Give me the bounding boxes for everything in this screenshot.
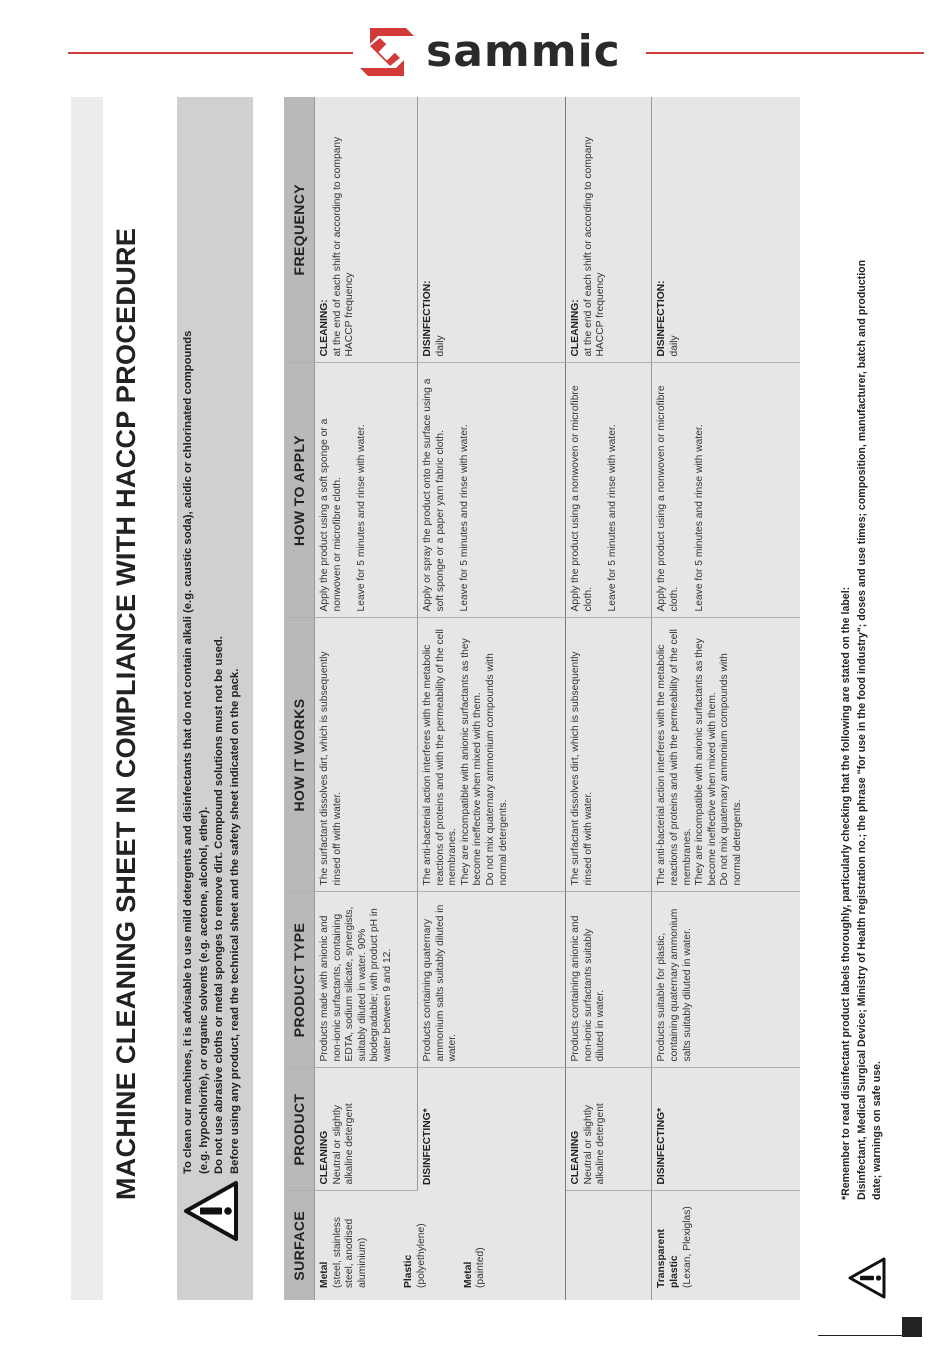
- frequency-cell: [315, 97, 418, 363]
- apply-step: Leave for 5 minutes and rinse with water.: [459, 424, 471, 612]
- surface-detail: (Lexan, Plexiglas): [681, 1206, 693, 1288]
- document-body: [71, 97, 883, 1300]
- surface-cell: [566, 1191, 652, 1300]
- product-type-cell: Products suitable for plastic, containing quaternary ammonium salts suitably diluted in water.: [652, 892, 800, 1068]
- table-row: [315, 97, 418, 1300]
- product-title: DISINFECTING*: [422, 1108, 434, 1185]
- product-type-cell: Products made with anionic and non-ionic surfactants, containing EDTA, sodium silicate, synergists, suitably diluted in water. 90% biodegradable; with product pH in water between 9 and 12.: [315, 892, 418, 1068]
- how-it-works-cell: [418, 618, 566, 892]
- surface-name: Transparent plastic: [656, 1229, 680, 1288]
- surface-cell: [315, 1191, 566, 1300]
- frequency-cell: [652, 97, 800, 363]
- how-to-apply-cell: [566, 363, 652, 618]
- brand-logo: [356, 24, 644, 80]
- product-type-cell: Products containing quaternary ammonium salts suitably diluted in water.: [418, 892, 566, 1068]
- intro-line: To clean our machines, it is advisable to use mild detergents and disinfectants that do not contain alkali (e.g. caustic soda), acidic or chlorinated compounds: [182, 330, 194, 1174]
- works-text: They are incompatible with anionic surfactants as they become ineffective when mixed with them.: [459, 638, 484, 886]
- surface-name: Metal: [319, 1261, 331, 1288]
- frequency-cell: [418, 97, 566, 363]
- product-cell: [652, 1068, 800, 1191]
- table-row: [566, 97, 652, 1300]
- product-detail: Neutral or slightly alkaline detergent: [582, 1103, 607, 1185]
- frequency-title: CLEANING:: [319, 299, 331, 357]
- frequency-detail: at the end of each shift or according to company HACCP frequency: [331, 136, 356, 357]
- product-cell: [315, 1068, 418, 1191]
- header-rule-left: [68, 52, 353, 54]
- page-title: MACHINE CLEANING SHEET IN COMPLIANCE WITH HACCP PROCEDURE: [111, 227, 141, 1200]
- footer-line: Disinfectant, Medical Surgical Device; Ministry of Health registration no.; the phrase "for use in the food industry"; doses and use times; composition, manufacturer, batch and production: [855, 259, 868, 1200]
- intro-line: Before using any product, read the technical sheet and the safety sheet indicated on the pack.: [228, 668, 241, 1174]
- how-to-apply-cell: [418, 363, 566, 618]
- how-it-works-cell: [652, 618, 800, 892]
- header-rule-right: [646, 52, 924, 54]
- frequency-title: DISINFECTION:: [656, 280, 668, 357]
- column-header: SURFACE: [284, 1191, 315, 1300]
- product-cell: [566, 1068, 652, 1191]
- apply-step: Leave for 5 minutes and rinse with water.: [607, 424, 619, 612]
- product-title: DISINFECTING*: [656, 1107, 668, 1185]
- works-text: They are incompatible with anionic surfactants as they become ineffective when mixed with them.: [694, 638, 718, 886]
- apply-step: Apply the product using a soft sponge or a nonwoven or microfibre cloth.: [319, 418, 343, 612]
- how-it-works-cell: The surfactant dissolves dirt, which is subsequently rinsed off with water.: [566, 618, 652, 892]
- how-it-works-cell: The surfactant dissolves dirt, which is subsequently rinsed off with water.: [315, 618, 418, 892]
- frequency-title: CLEANING:: [570, 299, 582, 357]
- surface-name: Metal: [462, 1261, 474, 1288]
- column-header: PRODUCT: [284, 1068, 315, 1191]
- apply-step: Leave for 5 minutes and rinse with water.: [693, 424, 705, 612]
- product-title: CLEANING: [570, 1130, 582, 1185]
- sammic-s-logo-icon: [356, 24, 418, 80]
- footer-line: date; warnings on safe use.: [871, 1061, 883, 1200]
- product-type-cell: Products containing anionic and non-ionic surfactants suitably diluted in water.: [566, 892, 652, 1068]
- frequency-cell: [566, 97, 652, 363]
- frequency-detail: at the end of each shift or according to company HACCP frequency: [582, 136, 607, 357]
- table-header-row: [284, 97, 315, 1300]
- table-row: [652, 97, 800, 1300]
- how-to-apply-cell: [652, 363, 800, 618]
- surface-cell: [652, 1191, 800, 1300]
- warning-icon: [183, 1180, 239, 1242]
- how-to-apply-cell: [315, 363, 418, 618]
- brand-name: sammic: [426, 26, 621, 77]
- intro-line: Do not use abrasive cloths or metal sponges to remove dirt. Compound solutions must not be used.: [213, 636, 225, 1174]
- works-text: The anti-bacterial action interferes with the metabolic reactions of proteins and with the permeability of the cell membranes.: [422, 629, 459, 886]
- product-cell: [418, 1068, 566, 1191]
- frequency-title: DISINFECTION:: [422, 280, 434, 357]
- frequency-detail: daily: [668, 335, 680, 357]
- surface-detail: (painted): [475, 1247, 487, 1288]
- apply-step: Leave for 5 minutes and rinse with water.: [356, 424, 368, 612]
- page-corner-marker: [902, 1317, 922, 1337]
- works-text: Do not mix quaternary ammonium compounds with normal detergents.: [719, 653, 743, 886]
- column-header: HOW IT WORKS: [284, 618, 315, 892]
- column-header: FREQUENCY: [284, 97, 315, 363]
- frequency-detail: daily: [434, 335, 446, 357]
- warning-icon: [847, 1256, 887, 1300]
- footer-note: [839, 80, 886, 1200]
- surface-name: Plastic: [403, 1254, 415, 1288]
- apply-step: Apply the product using a nonwoven or microfibre cloth.: [656, 385, 680, 612]
- surface-detail: (steel, stainless steel, anodised aluminium): [331, 1217, 368, 1288]
- title-band: [71, 97, 103, 1300]
- apply-step: Apply the product using a nonwoven or microfibre cloth.: [570, 385, 594, 612]
- intro-line: (e.g. hypochlorite), or organic solvents (e.g. acetone, alcohol, ether).: [197, 806, 210, 1174]
- column-header: HOW TO APPLY: [284, 363, 315, 618]
- intro-text: [181, 114, 243, 1174]
- column-header: PRODUCT TYPE: [284, 892, 315, 1068]
- surface-detail: (polyethylene): [415, 1223, 427, 1288]
- product-detail: Neutral or slightly alkaline detergent: [331, 1103, 356, 1185]
- haccp-table: [284, 97, 800, 1300]
- footer-line: *Remember to read disinfectant product labels thoroughly, particularly checking that the following are stated on the label:: [840, 586, 852, 1200]
- apply-step: Apply or spray the product onto the surface using a soft sponge or a paper yarn fabric cloth.: [422, 378, 446, 612]
- works-text: The anti-bacterial action interferes with the metabolic reactions of proteins and with the permeability of the cell membranes.: [656, 629, 693, 886]
- table-row: [418, 97, 566, 1300]
- product-title: CLEANING: [319, 1130, 331, 1185]
- works-text: Do not mix quaternary ammonium compounds with normal detergents.: [485, 653, 509, 886]
